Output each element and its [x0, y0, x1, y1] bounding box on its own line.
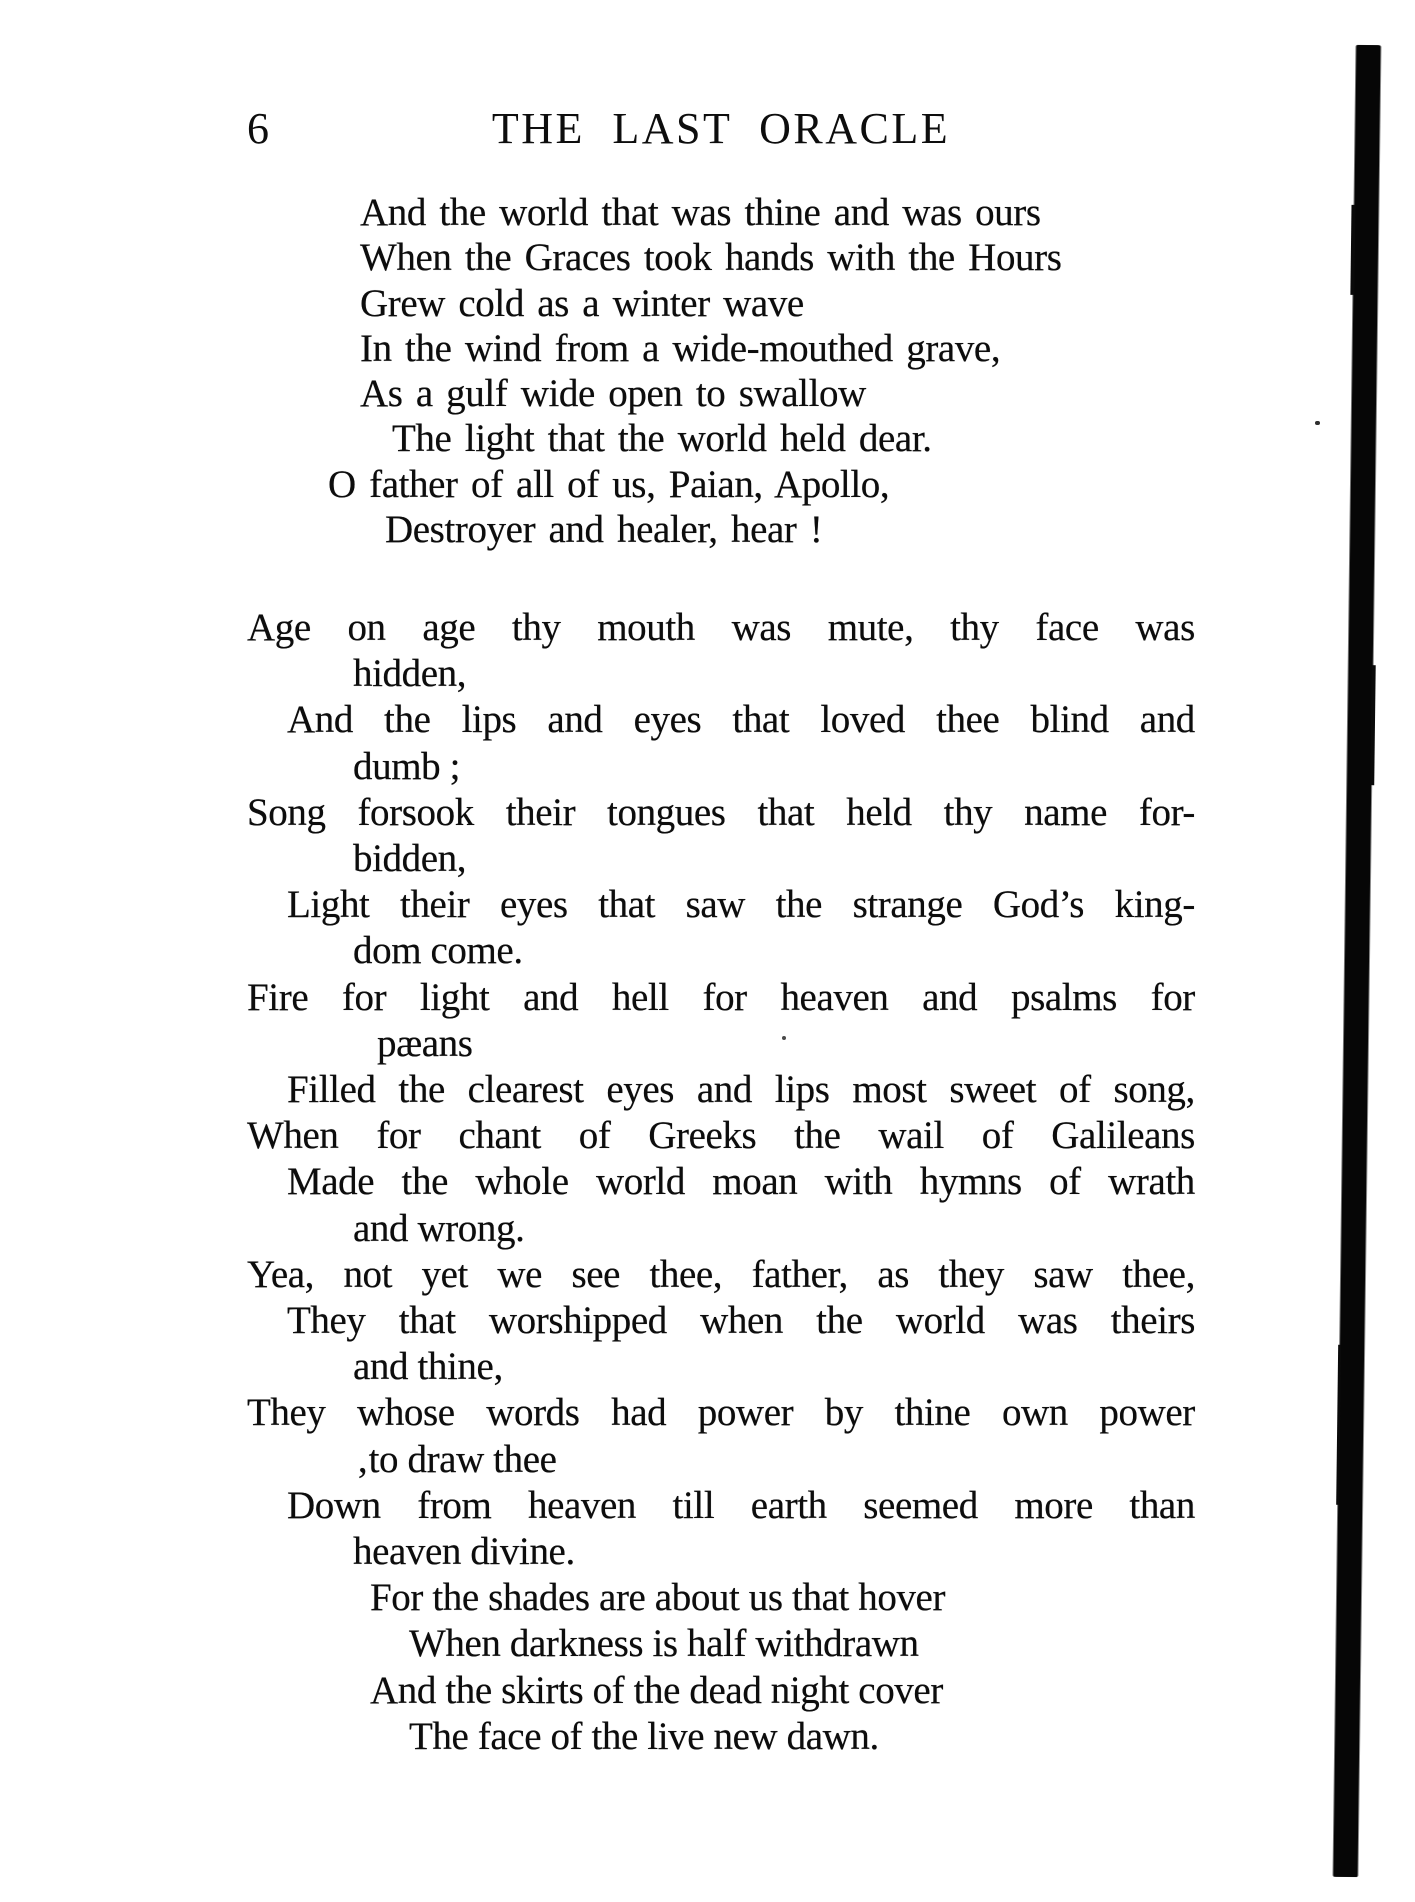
poem-word: lips — [461, 698, 517, 742]
poem-word: by — [824, 1391, 863, 1435]
poem-word: the — [398, 1068, 445, 1112]
band-rough-edge — [1370, 665, 1376, 785]
poem-word: they — [938, 1252, 1004, 1296]
poem-word: Down — [287, 1483, 381, 1527]
poem-word: hymns — [919, 1160, 1022, 1204]
poem-word: till — [672, 1483, 715, 1527]
poem-line: For the shades are about us that hover — [370, 1576, 946, 1620]
poem-word: that — [598, 883, 656, 927]
poem-word: God’s — [992, 883, 1085, 927]
poem-word: we — [497, 1252, 543, 1296]
poem-word: lips — [774, 1068, 830, 1112]
poem-line: ‚to draw thee — [356, 1437, 557, 1481]
poem-word: world — [595, 1160, 685, 1204]
poem-line — [247, 975, 1195, 1021]
band-rough-edge — [1350, 205, 1355, 295]
poem-word: held — [846, 790, 912, 834]
poem-word: and — [523, 975, 579, 1019]
poem-word: tongues — [607, 790, 726, 834]
poem-word: their — [400, 883, 470, 927]
poem-word: thy — [950, 606, 999, 649]
poem-word: theirs — [1110, 1299, 1195, 1343]
poem-word: song, — [1113, 1068, 1195, 1112]
poem-word: Light — [287, 883, 370, 927]
poem-word: seemed — [863, 1483, 978, 1527]
poem-word: with — [824, 1160, 893, 1204]
poem-word: than — [1129, 1483, 1195, 1527]
poem-word: worshipped — [488, 1299, 667, 1343]
poem-word: forsook — [357, 790, 474, 834]
poem-line: In the wind from a wide-mouthed grave, — [360, 326, 1001, 370]
poem-word: wrath — [1108, 1160, 1195, 1204]
poem-word: on — [347, 606, 386, 649]
poem-word: When — [247, 1114, 339, 1158]
poem-word: clearest — [467, 1068, 584, 1112]
poem-word: for — [702, 975, 747, 1019]
poem-word: and — [922, 975, 978, 1019]
poem-line — [247, 790, 1195, 836]
poem-word: name — [1024, 790, 1108, 834]
page-header — [247, 104, 1195, 153]
poem-line: hidden, — [353, 652, 467, 696]
poem-line: And the skirts of the dead night cover — [370, 1668, 943, 1712]
poem-line: and thine, — [353, 1345, 503, 1389]
poem-word: as — [877, 1252, 909, 1296]
poem-word: And — [287, 698, 353, 742]
poem-line: Grew cold as a winter wave — [360, 281, 804, 325]
poem-word: from — [417, 1483, 492, 1527]
poem-word: the — [816, 1299, 863, 1343]
poem-word: whole — [475, 1160, 569, 1204]
poem-word: They — [247, 1391, 326, 1435]
poem-word: thy — [511, 606, 561, 649]
poem-word: for — [341, 975, 387, 1019]
poem-line: The face of the live new dawn. — [409, 1714, 879, 1758]
poem-word: world — [895, 1299, 985, 1343]
scan-speck — [782, 1036, 786, 1040]
poem-line — [247, 1390, 1195, 1436]
poem-line: heaven divine. — [353, 1530, 575, 1574]
poem-word: of — [578, 1114, 611, 1158]
page-number: 6 — [247, 104, 269, 153]
poem-line — [247, 1113, 1195, 1159]
poem-word: Galileans — [1051, 1114, 1195, 1158]
poem-line — [287, 1067, 1195, 1113]
poem-word: sweet — [949, 1068, 1037, 1112]
poem-line — [247, 605, 1195, 651]
poem-word: thee, — [649, 1252, 723, 1296]
poem-word: Age — [247, 606, 311, 649]
poem-line: The light that the world held dear. — [392, 417, 932, 461]
poem-word: thee — [936, 698, 1000, 742]
poem-word: moan — [712, 1160, 798, 1204]
poem-word: light — [419, 975, 490, 1019]
poem-word: mouth — [597, 606, 695, 649]
poem-word: saw — [685, 883, 746, 927]
poem-word: Yea, — [247, 1252, 315, 1296]
poem-word: words — [486, 1391, 580, 1435]
poem-word: thy — [943, 790, 993, 834]
poem-word: the — [384, 698, 431, 742]
poem-word: Filled — [287, 1068, 376, 1112]
poem-word: psalms — [1010, 975, 1117, 1019]
poem-word: the — [794, 1114, 841, 1158]
poem-line: And the world that was thine and was ours — [360, 191, 1041, 234]
poem-word: wail — [878, 1114, 944, 1158]
poem-word: yet — [421, 1252, 468, 1296]
poem-word: whose — [357, 1391, 455, 1435]
poem-word: Fire — [247, 975, 309, 1019]
poem-word: of — [1049, 1160, 1081, 1204]
poem-word: was — [731, 606, 792, 649]
poem-word: of — [1058, 1068, 1091, 1112]
poem-word: that — [732, 698, 790, 742]
poem-line — [287, 697, 1195, 743]
poem-word: thine — [894, 1391, 971, 1435]
poem-word: the — [775, 883, 823, 927]
poem-line — [287, 882, 1195, 928]
poem-word: for- — [1138, 790, 1195, 834]
poem-word: see — [571, 1252, 621, 1296]
poem-line: bidden, — [353, 837, 467, 881]
poem-word: for — [376, 1114, 421, 1158]
poem-line: As a gulf wide open to swallow — [360, 372, 866, 416]
poem-line: When the Graces took hands with the Hours — [360, 236, 1062, 280]
poem-line — [247, 1252, 1195, 1298]
poem-word: Made — [287, 1160, 375, 1204]
poem-line: O father of all of us, Paian, Apollo, — [328, 462, 890, 506]
poem-word: loved — [820, 698, 906, 742]
poem-word: They — [287, 1299, 366, 1343]
poem-word: hell — [611, 975, 669, 1019]
poem-word: more — [1014, 1483, 1093, 1527]
poem-word: power — [697, 1391, 794, 1435]
scan-speck — [1315, 421, 1320, 425]
poem-word: mute, — [827, 606, 914, 649]
poem-line: dom come. — [353, 929, 523, 973]
poem-word: that — [757, 790, 815, 834]
poem-word: Song — [247, 790, 326, 834]
poem-word: for — [1150, 975, 1195, 1019]
poem-word: was — [1018, 1299, 1078, 1343]
poem-word: father, — [751, 1252, 848, 1296]
poem-word: Greeks — [648, 1114, 757, 1158]
poem-word: the — [401, 1160, 448, 1204]
scan-binding-band — [1333, 45, 1380, 1877]
poem-word: and — [547, 698, 603, 742]
poem-word: thee, — [1122, 1252, 1195, 1296]
poem-line: dumb ; — [353, 744, 461, 788]
poem-word: chant — [458, 1114, 541, 1158]
poem-word: heaven — [780, 975, 889, 1019]
poem-word: power — [1099, 1391, 1195, 1435]
poem-word: face — [1035, 606, 1099, 649]
poem-word: that — [398, 1299, 456, 1343]
poem-line: Destroyer and healer, hear ! — [385, 508, 823, 552]
poem-line — [287, 1483, 1195, 1529]
poem-word: strange — [852, 883, 963, 927]
poem-line — [287, 1159, 1195, 1205]
poem-word: and — [696, 1068, 752, 1112]
poem-word: and — [1139, 698, 1195, 742]
stanza-2 — [247, 605, 1195, 1760]
poem-word: blind — [1030, 698, 1109, 742]
poem-word: was — [1135, 606, 1195, 649]
poem-line — [287, 1298, 1195, 1344]
stanza-1 — [247, 190, 1195, 552]
poem-word: eyes — [606, 1068, 675, 1112]
poem-line: When darkness is half withdrawn — [409, 1622, 919, 1666]
poem-line: pæans — [377, 1021, 473, 1065]
poem-line: and wrong. — [353, 1206, 525, 1250]
poem-word: eyes — [500, 883, 568, 927]
poem-word: earth — [750, 1483, 827, 1527]
poem-word: eyes — [633, 698, 702, 742]
poem-word: most — [852, 1068, 927, 1112]
poem-word: age — [422, 606, 476, 649]
poem-word: when — [700, 1299, 783, 1343]
running-title: THE LAST ORACLE — [491, 104, 951, 153]
poem-word: not — [343, 1252, 393, 1296]
poem-word: had — [611, 1391, 667, 1435]
poem-word: heaven — [527, 1483, 637, 1527]
poem-word: own — [1001, 1391, 1068, 1435]
poem-word: their — [505, 790, 576, 834]
poem-word: king- — [1114, 883, 1195, 927]
poem-word: of — [981, 1114, 1014, 1158]
band-rough-edge — [1336, 1345, 1341, 1505]
poem-word: saw — [1033, 1252, 1093, 1296]
